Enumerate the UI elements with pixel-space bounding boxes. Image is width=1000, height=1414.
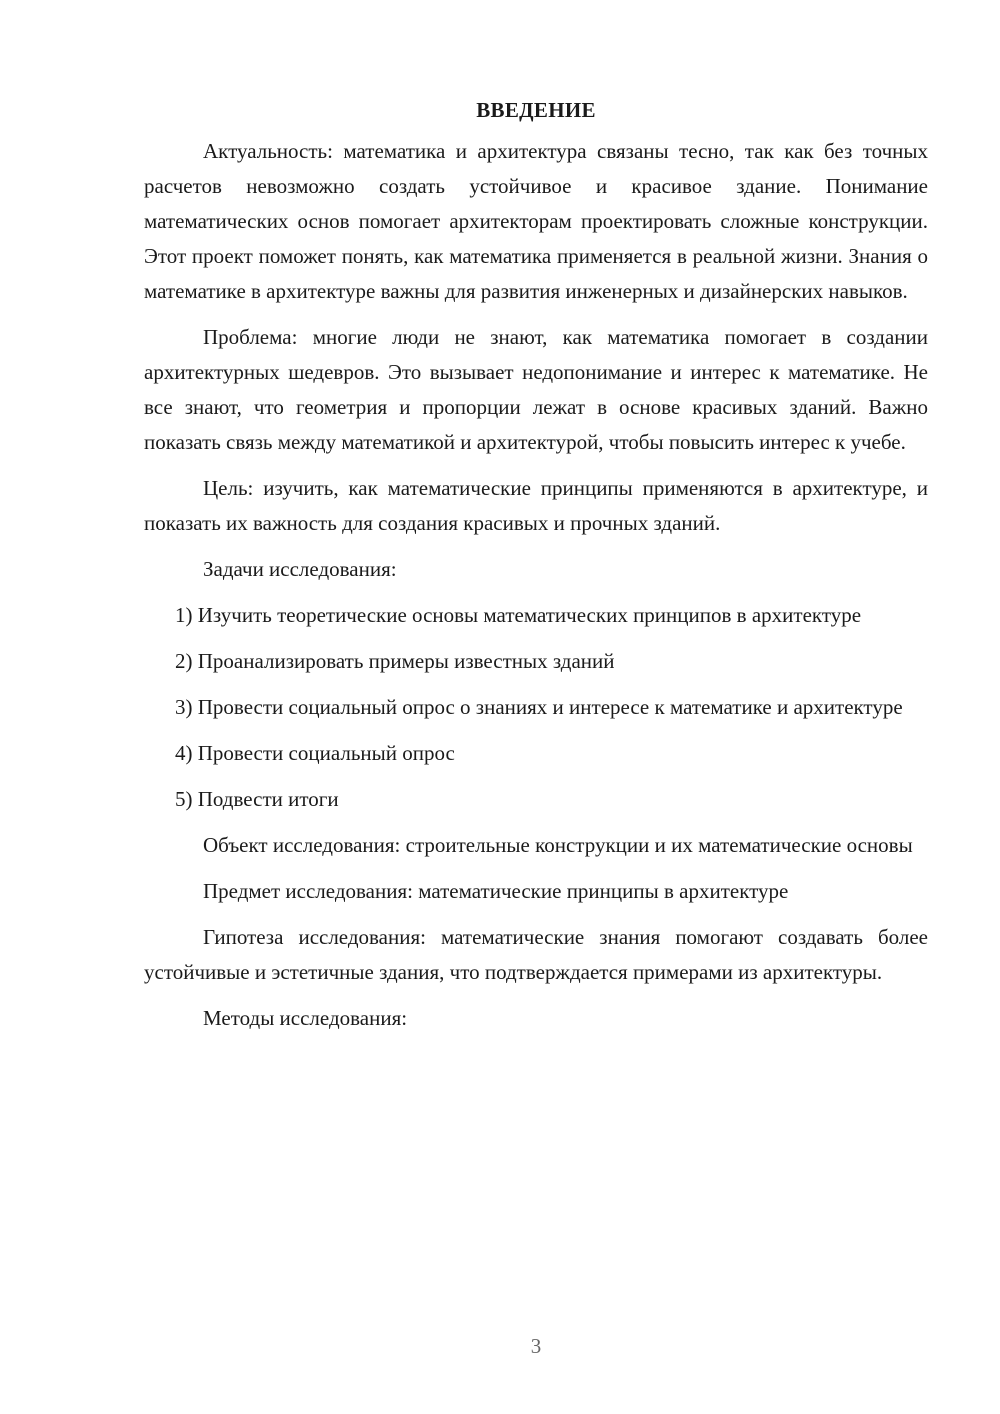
paragraph-relevance: Актуальность: математика и архитектура связаны тесно, так как без точных расчетов невозможно создать устойчивое и красивое здание. Понимание математических основ помогает архитекторам проектировать сложные конструкции. Этот проект поможет понять, как математика применяется в реальной жизни. Знания о математике в архитектуре важны для развития инженерных и дизайнерских навыков.	[144, 139, 928, 303]
task-item-1: 1) Изучить теоретические основы математических принципов в архитектуре	[175, 603, 862, 627]
task-item-2: 2) Проанализировать примеры известных зданий	[175, 649, 615, 673]
task-item-3: 3) Провести социальный опрос о знаниях и интересе к математике и архитектуре	[175, 695, 903, 719]
paragraph-hypothesis: Гипотеза исследования: математические знания помогают создавать более устойчивые и эстетичные здания, что подтверждается примерами из архитектуры.	[144, 925, 928, 984]
task-item-4: 4) Провести социальный опрос	[175, 741, 455, 765]
task-item-5: 5) Подвести итоги	[175, 787, 339, 811]
methods-title: Методы исследования:	[203, 1006, 408, 1030]
paragraph-subject: Предмет исследования: математические принципы в архитектуре	[203, 879, 789, 903]
page-content	[144, 96, 928, 1047]
paragraph-goal: Цель: изучить, как математические принципы применяются в архитектуре, и показать их важность для создания красивых и прочных зданий.	[144, 476, 928, 535]
paragraph-object: Объект исследования: строительные конструкции и их математические основы	[203, 833, 913, 857]
paragraph-problem: Проблема: многие люди не знают, как математика помогает в создании архитектурных шедевров. Это вызывает недопонимание и интерес к математике. Не все знают, что геометрия и пропорции лежат в основе красивых зданий. Важно показать связь между математикой и архитектурой, чтобы повысить интерес к учебе.	[144, 325, 928, 454]
page-number: 3	[530, 1334, 542, 1358]
tasks-title: Задачи исследования:	[203, 557, 397, 581]
section-heading: ВВЕДЕНИЕ	[476, 98, 596, 122]
